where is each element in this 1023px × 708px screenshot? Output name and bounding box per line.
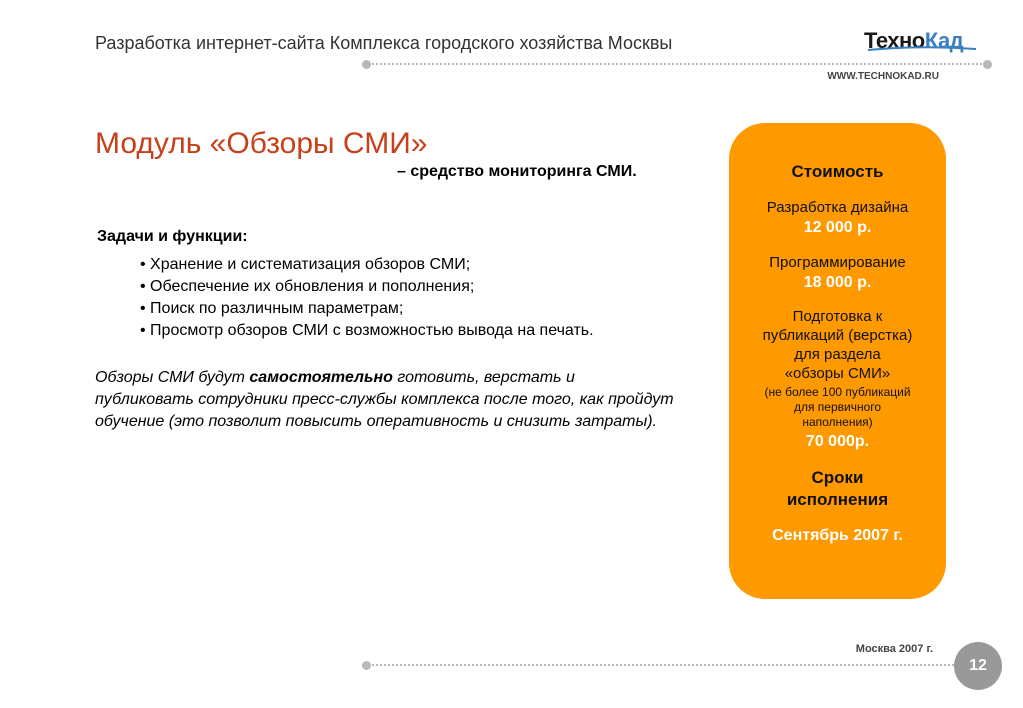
logo-text-part2: Кад (924, 28, 964, 53)
header-divider-dot-left (362, 60, 371, 69)
prep-line-3: для раздела (794, 346, 881, 363)
footer-divider-dot-left (362, 661, 371, 670)
page-number-badge: 12 (954, 642, 1002, 690)
tasks-list (140, 254, 594, 342)
prep-line-2: публикаций (верстка) (762, 327, 913, 344)
note-text-end: готовить, верстать и публиковать сотрудники пресс-службы комплекса после того, как пройдут обучение (это позволит повысить оперативность и снизить затраты). (95, 369, 674, 430)
design-price: 12 000 р. (803, 219, 872, 236)
module-subtitle: – средство мониторинга СМИ. (397, 163, 637, 180)
deadline-label-line-2: исполнения (786, 490, 889, 509)
logo-swoosh-icon (866, 46, 978, 52)
prep-line-4: «обзоры СМИ» (784, 365, 891, 382)
footer-city-year: Москва 2007 г. (855, 643, 933, 655)
programming-label: Программирование (769, 254, 906, 271)
prep-line-1: Подготовка к (792, 308, 883, 325)
list-item: • Поиск по различным параметрам; (140, 300, 404, 317)
deadline-label-line-1: Сроки (811, 468, 864, 487)
logo-text-part1: Техно (864, 28, 925, 53)
prep-note-1: (не более 100 публикаций (764, 385, 911, 399)
header-divider (372, 63, 982, 65)
footer-divider (372, 664, 954, 666)
programming-price: 18 000 р. (803, 274, 872, 291)
site-url[interactable]: WWW.TECHNOKAD.RU (827, 71, 939, 82)
tasks-heading: Задачи и функции: (97, 228, 248, 245)
note-emphasis: самостоятельно (249, 369, 393, 386)
price-heading: Стоимость (791, 162, 884, 181)
deadline-value: Сентябрь 2007 г. (772, 527, 903, 544)
header-divider-dot-right (983, 60, 992, 69)
price-panel (729, 123, 946, 599)
header-title: Разработка интернет-сайта Комплекса городского хозяйства Москвы (95, 33, 673, 53)
note-text-start: Обзоры СМИ будут (95, 369, 250, 386)
list-item: • Просмотр обзоров СМИ с возможностью вывода на печать. (140, 322, 594, 339)
list-item: • Хранение и систематизация обзоров СМИ; (140, 256, 471, 273)
design-label: Разработка дизайна (766, 199, 909, 216)
prep-note-2: для первичного (793, 400, 882, 414)
prep-price: 70 000р. (805, 433, 870, 450)
module-title: Модуль «Обзоры СМИ» (95, 127, 428, 160)
description-paragraph (95, 367, 675, 433)
list-item: • Обеспечение их обновления и пополнения; (140, 278, 475, 295)
prep-note-3: наполнения) (802, 415, 873, 429)
